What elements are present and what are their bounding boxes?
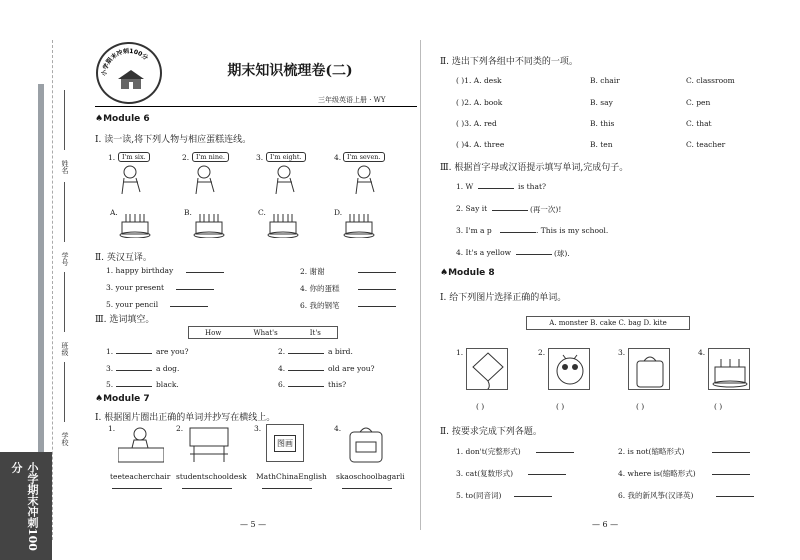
- id-line: [64, 272, 65, 332]
- answer-blank[interactable]: [288, 379, 324, 387]
- word-bank: [188, 326, 338, 339]
- r-section-2-heading: Ⅱ. 选出下列各组中不同类的一项。: [440, 57, 578, 67]
- odd-b: B. this: [590, 119, 615, 128]
- trans-item: 3. your present: [106, 283, 165, 292]
- kid-number: 1.: [108, 153, 116, 162]
- kid-number: 2.: [182, 153, 190, 162]
- cake-letter: B.: [184, 208, 192, 217]
- speech-bubble: I'm six.: [118, 152, 150, 162]
- answer-blank[interactable]: [288, 363, 324, 371]
- odd-c: C. that: [686, 119, 712, 128]
- label-name: 姓名: [61, 160, 69, 174]
- child-icon: [118, 164, 146, 196]
- cut-line: [52, 40, 53, 540]
- odd-b: B. chair: [590, 76, 620, 85]
- req-b: 6. 我的新风筝(汉译英): [618, 491, 694, 500]
- odd-q: ( )1. A. desk: [456, 76, 502, 85]
- fill-num: 6.: [278, 380, 286, 389]
- answer-paren[interactable]: ( ): [476, 402, 485, 411]
- child-icon: [352, 164, 380, 196]
- answer-blank[interactable]: [116, 346, 152, 354]
- fill-num: 3.: [106, 364, 114, 373]
- req-a: 5. to(同音词): [456, 491, 502, 500]
- answer-blank[interactable]: [516, 247, 552, 255]
- odd-q: ( )3. A. red: [456, 119, 497, 128]
- section-4-heading: Ⅰ. 根据图片圈出正确的单词并抄写在横线上。: [95, 413, 276, 423]
- page-number-5: — 5 —: [240, 520, 267, 529]
- module6-heading: ♠Module 6: [95, 114, 150, 124]
- sent-b: is that?: [518, 182, 546, 191]
- trans-item: 5. your pencil: [106, 300, 159, 309]
- answer-blank[interactable]: [262, 488, 312, 489]
- desk-icon: [186, 424, 232, 464]
- pic-num: 3.: [254, 424, 262, 433]
- answer-blank[interactable]: [112, 488, 162, 489]
- answer-blank[interactable]: [288, 346, 324, 354]
- teacher-icon: [118, 424, 164, 464]
- module7-heading: ♠Module 7: [95, 394, 150, 404]
- monster-icon: [548, 348, 590, 390]
- pic-words: teeteacherchair: [110, 472, 171, 481]
- name-line-2: [64, 182, 65, 242]
- odd-q: ( )4. A. three: [456, 140, 505, 149]
- odd-q: ( )2. A. book: [456, 98, 503, 107]
- title-rule: [95, 106, 417, 107]
- word-option: How: [205, 329, 222, 337]
- cake-icon: [342, 208, 376, 238]
- pic-num: 2.: [538, 348, 546, 357]
- pic-words: studentschooldesk: [176, 472, 247, 481]
- sent-a: 1. W: [456, 182, 474, 191]
- kid-number: 4.: [334, 153, 342, 162]
- odd-b: B. say: [590, 98, 613, 107]
- answer-paren[interactable]: ( ): [636, 402, 645, 411]
- answer-paren[interactable]: ( ): [556, 402, 565, 411]
- child-icon: [272, 164, 300, 196]
- sent-b: . This is my school.: [536, 226, 609, 235]
- cake-icon: [192, 208, 226, 238]
- label-id: 学号: [61, 252, 69, 266]
- answer-blank[interactable]: [358, 299, 396, 307]
- word-option: It's: [309, 329, 321, 337]
- answer-blank[interactable]: [500, 225, 536, 233]
- sent-a: 3. I'm a p: [456, 226, 492, 235]
- sent-a: 4. It's a yellow: [456, 248, 512, 257]
- trans-item: 1. happy birthday: [106, 266, 174, 275]
- answer-paren[interactable]: ( ): [714, 402, 723, 411]
- pic-num: 4.: [334, 424, 342, 433]
- fill-text: are you?: [156, 347, 189, 356]
- odd-c: C. classroom: [686, 76, 735, 85]
- pic-num: 1.: [108, 424, 116, 433]
- speech-bubble: I'm eight.: [266, 152, 306, 162]
- req-b: 2. is not(缩略形式): [618, 447, 685, 456]
- answer-blank[interactable]: [170, 299, 208, 307]
- pic-words: skaoschoolbagarli: [336, 472, 405, 481]
- r-section-m8-2-heading: Ⅱ. 按要求完成下列各题。: [440, 427, 542, 437]
- req-b: 4. where is(缩略形式): [618, 469, 696, 478]
- trans-item: 2. 谢谢: [300, 267, 325, 276]
- section-1-heading: Ⅰ. 读一读,将下列人物与相应蛋糕连线。: [95, 135, 252, 145]
- answer-blank[interactable]: [712, 467, 750, 475]
- sidebar-bar: [38, 84, 44, 464]
- answer-blank[interactable]: [712, 445, 750, 453]
- fill-text: old are you?: [328, 364, 375, 373]
- odd-c: C. teacher: [686, 140, 726, 149]
- module8-text: Module 8: [448, 268, 495, 278]
- cake-icon: [708, 348, 750, 390]
- fill-num: 5.: [106, 380, 114, 389]
- book-label: 图画: [274, 435, 296, 452]
- page-title: 期末知识梳理卷(二): [227, 63, 353, 79]
- page-subtitle: 三年级英语上册 · WY: [318, 96, 386, 104]
- answer-blank[interactable]: [116, 363, 152, 371]
- label-class: 班级: [61, 342, 69, 356]
- pic-num: 3.: [618, 348, 626, 357]
- fill-text: a dog.: [156, 364, 180, 373]
- pic-num: 1.: [456, 348, 464, 357]
- answer-blank[interactable]: [478, 181, 514, 189]
- fill-num: 1.: [106, 347, 114, 356]
- section-3-heading: Ⅲ. 选词填空。: [95, 315, 155, 325]
- fill-text: black.: [156, 380, 179, 389]
- label-school: 学校: [61, 432, 69, 446]
- odd-c: C. pen: [686, 98, 711, 107]
- answer-blank[interactable]: [182, 488, 232, 489]
- answer-blank[interactable]: [358, 282, 396, 290]
- answer-blank[interactable]: [492, 203, 528, 211]
- r-section-m8-1-heading: Ⅰ. 给下列图片选择正确的单词。: [440, 293, 567, 303]
- logo-text: 小学期末冲刺100分: [100, 47, 150, 77]
- answer-blank[interactable]: [536, 445, 574, 453]
- module8-heading: ♠Module 8: [440, 268, 495, 278]
- book-icon: [266, 424, 304, 462]
- trans-item: 6. 我的钢笔: [300, 301, 340, 310]
- r-section-3-heading: Ⅲ. 根据首字母或汉语提示填写单词,完成句子。: [440, 163, 629, 173]
- kite-icon: [466, 348, 508, 390]
- word-option: What's: [253, 329, 278, 337]
- answer-blank[interactable]: [176, 282, 214, 290]
- fill-text: a bird.: [328, 347, 353, 356]
- cake-letter: D.: [334, 208, 343, 217]
- sent-a: 2. Say it: [456, 204, 488, 213]
- speech-bubble: I'm nine.: [192, 152, 229, 162]
- fill-num: 2.: [278, 347, 286, 356]
- section-2-heading: Ⅱ. 英汉互译。: [95, 253, 152, 263]
- speech-bubble: I'm seven.: [343, 152, 385, 162]
- answer-blank[interactable]: [358, 265, 396, 273]
- page-divider: [420, 40, 421, 530]
- page-number-6: — 6 —: [592, 520, 619, 529]
- sent-b: (再一次)!: [530, 205, 562, 214]
- answer-blank[interactable]: [342, 488, 392, 489]
- sent-b: (球).: [554, 249, 570, 258]
- sidebar-brand-text: 小学期末冲刺100分: [10, 462, 39, 551]
- req-a: 3. cat(复数形式): [456, 469, 514, 478]
- name-line: [64, 90, 65, 150]
- class-line: [64, 362, 65, 422]
- answer-blank[interactable]: [186, 265, 224, 273]
- module7-text: Module 7: [103, 394, 150, 404]
- pic-num: 2.: [176, 424, 184, 433]
- child-icon: [192, 164, 220, 196]
- cake-icon: [118, 208, 152, 238]
- req-a: 1. don't(完整形式): [456, 447, 521, 456]
- answer-blank[interactable]: [116, 379, 152, 387]
- schoolbag-icon: [346, 424, 386, 464]
- bag-icon: [628, 348, 670, 390]
- answer-blank[interactable]: [528, 467, 566, 475]
- trans-item: 4. 你的蛋糕: [300, 284, 340, 293]
- answer-blank[interactable]: [716, 489, 754, 497]
- cake-icon: [266, 208, 300, 238]
- odd-b: B. ten: [590, 140, 613, 149]
- answer-blank[interactable]: [514, 489, 552, 497]
- fill-num: 4.: [278, 364, 286, 373]
- house-icon: [116, 68, 146, 90]
- cake-letter: C.: [258, 208, 266, 217]
- kid-number: 3.: [256, 153, 264, 162]
- module6-text: Module 6: [103, 114, 150, 124]
- sidebar-brand: [0, 452, 52, 560]
- options-box: A. monster B. cake C. bag D. kite: [526, 316, 690, 330]
- cake-letter: A.: [110, 208, 118, 217]
- pic-num: 4.: [698, 348, 706, 357]
- fill-text: this?: [328, 380, 347, 389]
- pic-words: MathChinaEnglish: [256, 472, 327, 481]
